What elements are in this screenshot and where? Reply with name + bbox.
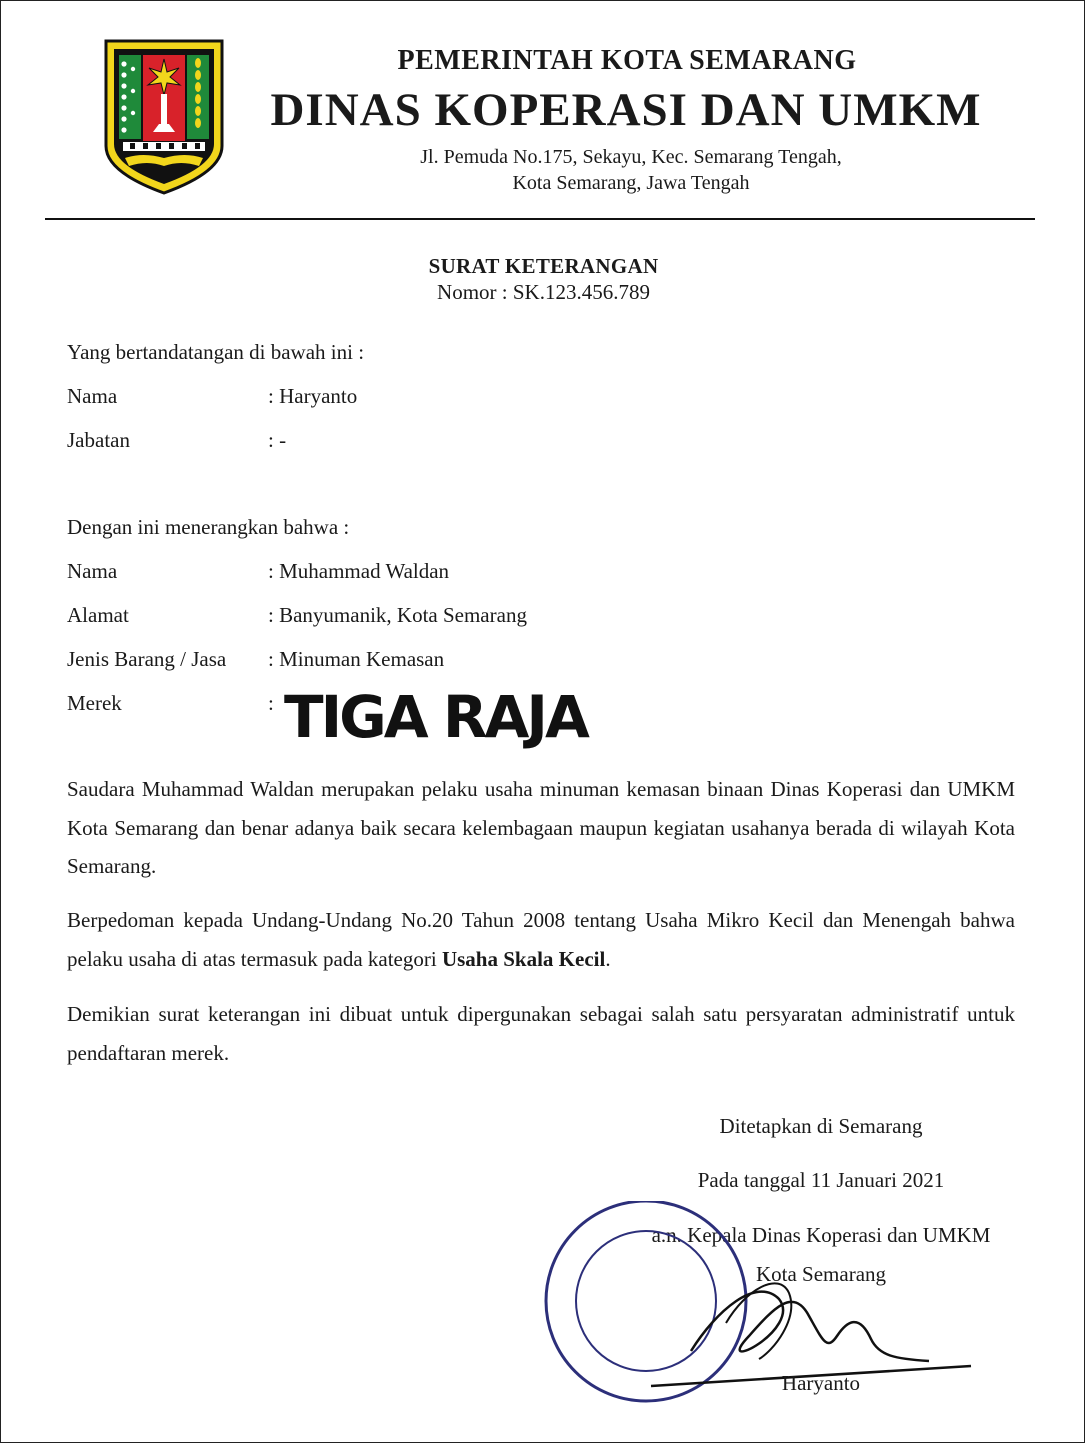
signature-role-line2: Kota Semarang [755,1262,887,1286]
subject-name-label: Nama [67,559,118,583]
signature-date: Pada tanggal 11 Januari 2021 [697,1168,945,1192]
subject-address-label: Alamat [67,603,129,627]
subject-goods-value: : Minuman Kemasan [268,647,445,671]
letterhead-address-line1: Jl. Pemuda No.175, Sekayu, Kec. Semarang Tengah, [420,146,842,168]
signatory-position-label: Jabatan [67,428,130,452]
subject-intro: Dengan ini menerangkan bahwa : [67,515,350,539]
letter-number: Nomor : SK.123.456.789 [437,280,650,304]
letter-title: SURAT KETERANGAN [428,254,659,278]
subject-name-value: : Muhammad Waldan [268,559,450,583]
signatory-name-value: : Haryanto [268,384,358,408]
subject-address-value: : Banyumanik, Kota Semarang [268,603,527,627]
letterhead-government: PEMERINTAH KOTA SEMARANG [397,45,857,76]
city-emblem-icon [103,38,225,196]
signatory-intro: Yang bertandatangan di bawah ini : [67,340,365,364]
business-category: Usaha Skala Kecil [441,946,606,971]
signatory-printed-name: Haryanto [781,1371,861,1395]
subject-goods-label: Jenis Barang / Jasa [67,647,227,671]
letterhead-divider [45,218,1035,220]
body-paragraph-2 [67,901,1015,978]
signature-role-line1: a.n. Kepala Dinas Koperasi dan UMKM [651,1223,991,1247]
body-paragraph-1: Saudara Muhammad Waldan merupakan pelaku usaha minuman kemasan binaan Dinas Koperasi dan UMKM Kota Semarang dan benar adanya baik secara kelembagaan maupun kegiatan usahanya berada di wilayah Kota Semarang. [67,777,1015,878]
body-paragraph-2-text: Berpedoman kepada Undang-Undang No.20 Tahun 2008 tentang Usaha Mikro Kecil dan Menengah bahwa pelaku usaha di atas termasuk pada kategori [67,908,1015,971]
signature-place: Ditetapkan di Semarang [719,1114,923,1138]
body-paragraph-2-end: . [605,946,611,971]
subject-brand-colon: : [268,691,274,715]
subject-brand-label: Merek [67,691,122,715]
signatory-position-value: : - [268,428,287,452]
body-paragraph-3: Demikian surat keterangan ini dibuat untuk dipergunakan sebagai salah satu persyaratan administratif untuk pendaftaran merek. [67,1002,1015,1065]
letterhead-agency: DINAS KOPERASI DAN UMKM [270,84,982,136]
letterhead-address-line2: Kota Semarang, Jawa Tengah [512,172,750,194]
signatory-name-label: Nama [67,384,118,408]
brand-name: TIGA RAJA [284,683,587,751]
